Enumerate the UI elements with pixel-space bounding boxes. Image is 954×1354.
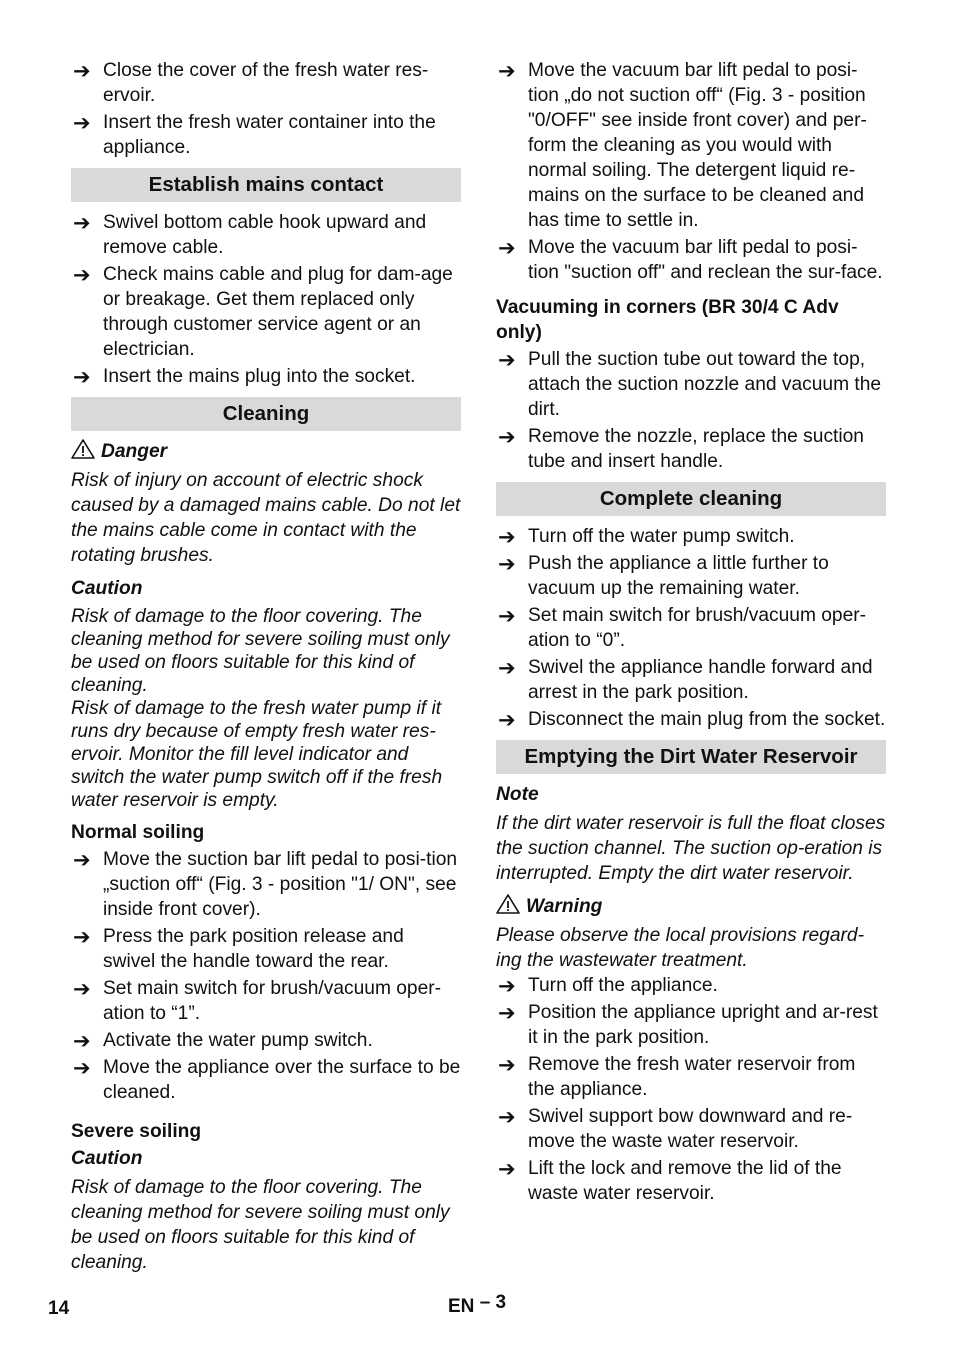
danger-text: Risk of injury on account of electric shock caused by a damaged mains cable. Do not let the mains cable come in contact with the rotating brushes.: [71, 470, 461, 566]
arrow-right-icon: ➔: [498, 60, 516, 83]
empty-steps: [496, 973, 886, 1206]
caution-heading: Caution: [71, 578, 143, 599]
list-item: ➔ Press the park position release and swivel the handle toward the rear.: [73, 926, 404, 972]
severe-caution-heading: Caution: [71, 1148, 143, 1169]
arrow-right-icon: ➔: [73, 1030, 91, 1053]
list-item: ➔ Check mains cable and plug for dam-age or breakage. Get them replaced only through customer service agent or an electrician.: [73, 264, 453, 360]
complete-steps: [496, 524, 886, 732]
arrow-right-icon: ➔: [73, 264, 91, 287]
arrow-right-icon: ➔: [498, 1002, 516, 1025]
section-heading-cleaning: Cleaning: [71, 397, 461, 431]
arrow-right-icon: ➔: [498, 1106, 516, 1129]
list-item: ➔ Activate the water pump switch.: [73, 1030, 373, 1053]
arrow-right-icon: ➔: [73, 112, 91, 135]
list-item: ➔ Close the cover of the fresh water res-ervoir.: [73, 60, 429, 106]
arrow-right-icon: ➔: [498, 657, 516, 680]
list-item: ➔ Set main switch for brush/vacuum oper-ation to “0”.: [498, 605, 867, 651]
warning-triangle-icon: [71, 439, 95, 459]
arrow-right-icon: ➔: [73, 849, 91, 872]
arrow-right-icon: ➔: [498, 553, 516, 576]
list-item: ➔ Insert the fresh water container into the appliance.: [73, 112, 436, 158]
list-item: ➔ Pull the suction tube out toward the top, attach the suction nozzle and vacuum the dirt.: [498, 349, 882, 420]
normal-soiling-heading: Normal soiling: [71, 822, 205, 843]
language-label: EN: [448, 1296, 475, 1317]
arrow-right-icon: ➔: [73, 978, 91, 1001]
mains-steps: [71, 210, 461, 389]
list-item: ➔ Remove the nozzle, replace the suction tube and insert handle.: [498, 426, 864, 472]
list-item: ➔ Move the appliance over the surface to be cleaned.: [73, 1057, 461, 1103]
list-item: ➔ Push the appliance a little further to vacuum up the remaining water.: [498, 553, 829, 599]
warning-heading: Warning: [496, 894, 886, 919]
arrow-right-icon: ➔: [498, 426, 516, 449]
severe-soiling-heading: Severe soiling: [71, 1121, 202, 1142]
arrow-right-icon: ➔: [498, 237, 516, 260]
list-item: ➔ Move the vacuum bar lift pedal to posi-tion „do not suction off“ (Fig. 3 - position "0/OFF" see inside front cover) and per-form the cleaning as you would with normal soiling. The detergent liquid re-mains on the surface to be cleaned and has time to settle in.: [498, 60, 867, 231]
list-item: ➔ Insert the mains plug into the socket.: [73, 366, 416, 389]
severe-steps: [496, 58, 886, 285]
list-item: ➔ Swivel bottom cable hook upward and remove cable.: [73, 212, 427, 258]
section-heading-complete: Complete cleaning: [496, 482, 886, 516]
severe-caution-text: Risk of damage to the floor covering. The cleaning method for severe soiling must only be used on floors suitable for this kind of cleaning.: [71, 1177, 450, 1273]
caution-text-1: Risk of damage to the floor covering. The cleaning method for severe soiling must only be used on floors suitable for this kind of cleaning.: [71, 606, 450, 696]
list-item: ➔ Position the appliance upright and ar-rest it in the park position.: [498, 1002, 878, 1048]
section-label: – 3: [479, 1292, 507, 1313]
right-column: [496, 58, 886, 1208]
list-item: ➔ Remove the fresh water reservoir from the appliance.: [498, 1054, 856, 1100]
arrow-right-icon: ➔: [498, 605, 516, 628]
list-item: ➔ Set main switch for brush/vacuum oper-ation to “1”.: [73, 978, 442, 1024]
normal-steps: [71, 847, 461, 1105]
warning-triangle-icon: [496, 894, 520, 914]
list-item: ➔ Move the vacuum bar lift pedal to posi-tion "suction off" and reclean the sur-face.: [498, 237, 883, 283]
page-number: 14: [48, 1298, 70, 1319]
arrow-right-icon: ➔: [73, 1057, 91, 1080]
arrow-right-icon: ➔: [498, 975, 516, 998]
arrow-right-icon: ➔: [498, 526, 516, 549]
note-text: If the dirt water reservoir is full the float closes the suction channel. The suction op-eration is interrupted. Empty the dirt water reservoir.: [496, 813, 886, 884]
list-item: ➔ Turn off the appliance.: [498, 975, 718, 998]
note-heading: Note: [496, 784, 539, 805]
list-item: ➔ Swivel support bow downward and re-move the waste water reservoir.: [498, 1106, 853, 1152]
arrow-right-icon: ➔: [498, 1054, 516, 1077]
left-column: [71, 58, 461, 1275]
arrow-right-icon: ➔: [498, 349, 516, 372]
arrow-right-icon: ➔: [498, 1158, 516, 1181]
footer-language: [448, 1292, 507, 1318]
list-item: ➔ Lift the lock and remove the lid of the waste water reservoir.: [498, 1158, 842, 1204]
corners-steps: [496, 347, 886, 474]
arrow-right-icon: ➔: [73, 60, 91, 83]
intro-steps: [71, 58, 461, 160]
arrow-right-icon: ➔: [73, 926, 91, 949]
section-heading-mains: Establish mains contact: [71, 168, 461, 202]
list-item: ➔ Swivel the appliance handle forward and arrest in the park position.: [498, 657, 873, 703]
section-heading-emptying: Emptying the Dirt Water Reservoir: [496, 740, 886, 774]
corners-heading: Vacuuming in corners (BR 30/4 C Adv only): [496, 297, 839, 343]
danger-heading: Danger: [71, 439, 461, 464]
list-item: ➔ Turn off the water pump switch.: [498, 526, 795, 549]
list-item: ➔ Disconnect the main plug from the socket.: [498, 709, 886, 732]
warning-text: Please observe the local provisions regard-ing the wastewater treatment.: [496, 925, 864, 971]
arrow-right-icon: ➔: [73, 212, 91, 235]
arrow-right-icon: ➔: [498, 709, 516, 732]
caution-text-2: Risk of damage to the fresh water pump if it runs dry because of empty fresh water res-ervoir. Monitor the fill level indicator and switch the water pump switch off if the fresh water reservoir is empty.: [71, 698, 443, 811]
list-item: ➔ Move the suction bar lift pedal to posi-tion „suction off“ (Fig. 3 - position "1/ ON", see inside front cover).: [73, 849, 458, 920]
arrow-right-icon: ➔: [73, 366, 91, 389]
